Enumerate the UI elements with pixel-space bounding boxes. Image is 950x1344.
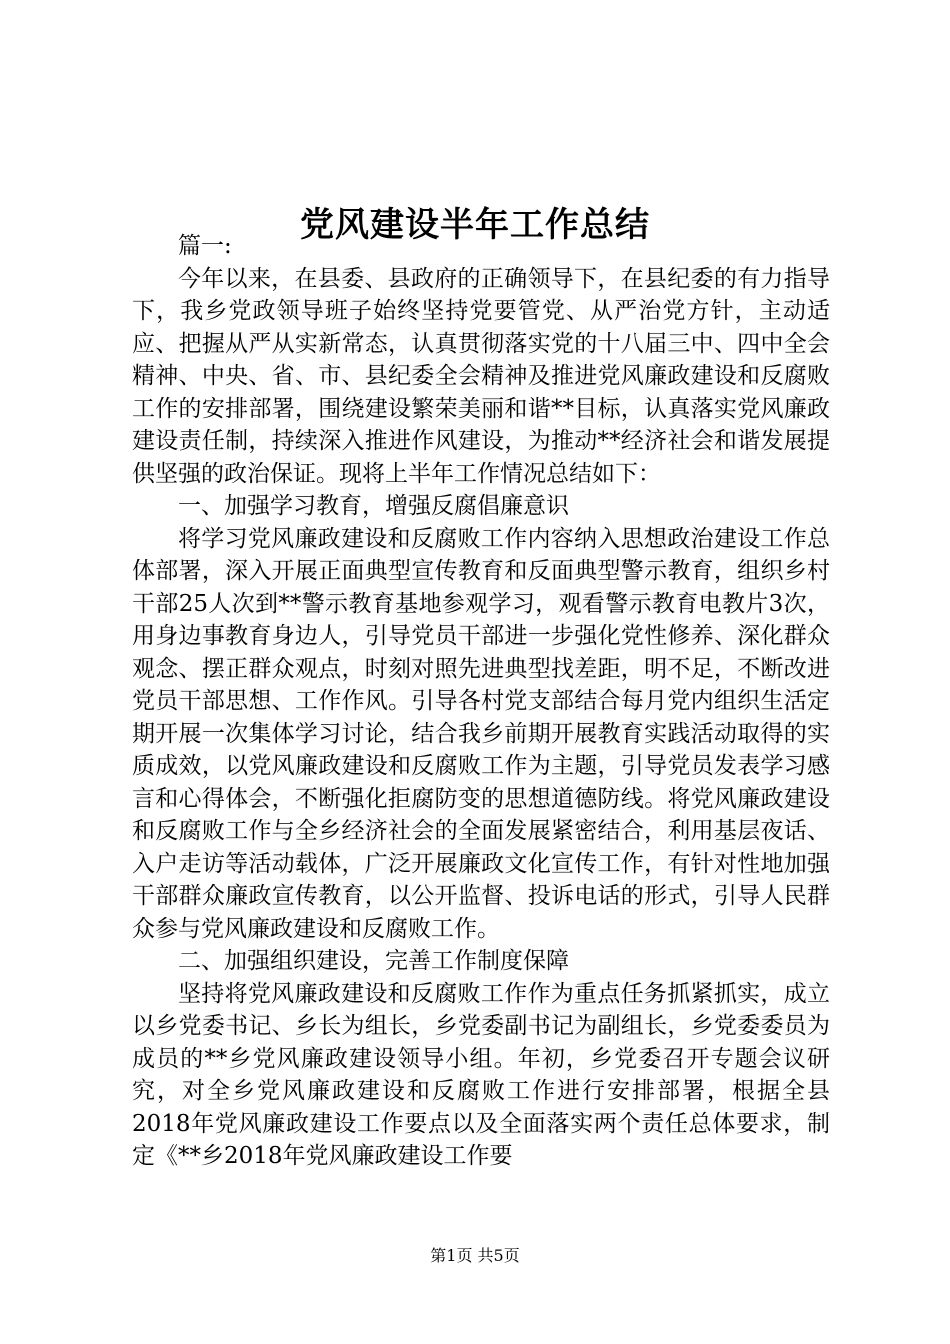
section-paragraph-2: 坚持将党风廉政建设和反腐败工作作为重点任务抓紧抓实，成立以乡党委书记、乡长为组长，乡党委副书记为副组长，乡党委委员为成员的**乡党风廉政建设领导小组。年初，乡党委召开专题会议研究，对全乡党风廉政建设和反腐败工作进行安排部署，根据全县2018年党风廉政建设工作要点以及全面落实两个责任总体要求，制定《**乡2018年党风廉政建设工作要 [132, 980, 830, 1169]
document-title: 党风建设半年工作总结 [300, 204, 650, 245]
section-heading-1: 一、加强学习教育，增强反腐倡廉意识 [178, 493, 569, 519]
section-label: 篇一: [178, 233, 232, 259]
page-footer: 第1页 共5页 [430, 1246, 520, 1265]
intro-paragraph: 今年以来，在县委、县政府的正确领导下，在县纪委的有力指导下，我乡党政领导班子始终坚持党要管党、从严治党方针，主动适应、把握从严从实新常态，认真贯彻落实党的十八届三中、四中全会精神、中央、省、市、县纪委全会精神及推进党风廉政建设和反腐败工作的安排部署，围绕建设繁荣美丽和谐**目标，认真落实党风廉政建设责任制，持续深入推进作风建设，为推动**经济社会和谐发展提供坚强的政治保证。现将上半年工作情况总结如下： [132, 265, 830, 487]
section-paragraph-1: 将学习党风廉政建设和反腐败工作内容纳入思想政治建设工作总体部署，深入开展正面典型宣传教育和反面典型警示教育，组织乡村干部25人次到**警示教育基地参观学习，观看警示教育电教片3次，用身边事教育身边人，引导党员干部进一步强化党性修养、深化群众观念、摆正群众观点，时刻对照先进典型找差距，明不足，不断改进党员干部思想、工作作风。引导各村党支部结合每月党内组织生活定期开展一次集体学习讨论，结合我乡前期开展教育实践活动取得的实质成效，以党风廉政建设和反腐败工作为主题，引导党员发表学习感言和心得体会，不断强化拒腐防变的思想道德防线。将党风廉政建设和反腐败工作与全乡经济社会的全面发展紧密结合，利用基层夜话、入户走访等活动载体，广泛开展廉政文化宣传工作，有针对性地加强干部群众廉政宣传教育，以公开监督、投诉电话的形式，引导人民群众参与党风廉政建设和反腐败工作。 [132, 525, 830, 942]
section-heading-2: 二、加强组织建设，完善工作制度保障 [178, 948, 569, 974]
document-body [132, 230, 830, 1173]
